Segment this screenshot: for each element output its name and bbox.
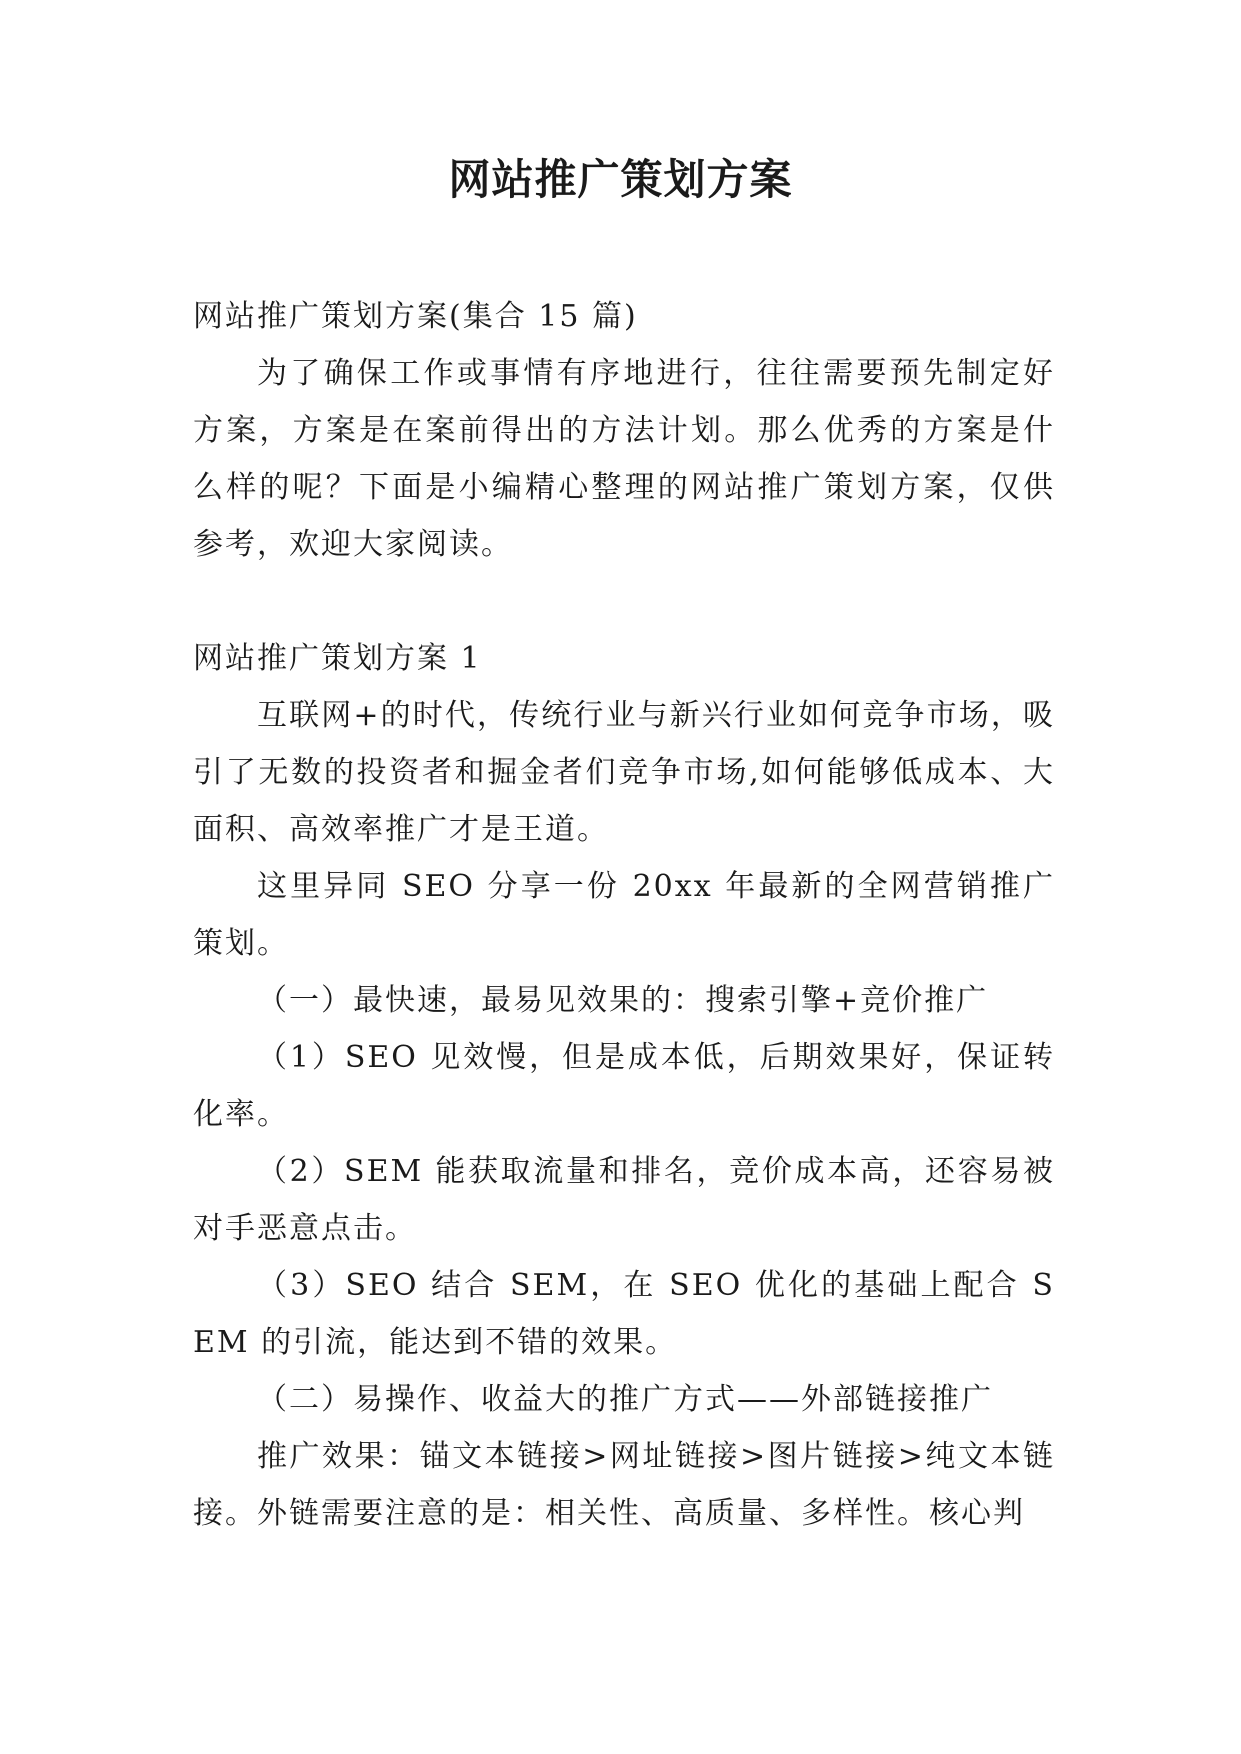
body-paragraph: 互联网+的时代，传统行业与新兴行业如何竞争市场，吸引了无数的投资者和掘金者们竞争市场,如何能够低成本、大面积、高效率推广才是王道。	[193, 698, 1055, 847]
document-body	[193, 288, 1055, 1542]
section-heading: 网站推广策划方案 1	[193, 641, 482, 676]
body-paragraph: 推广效果：锚文本链接>网址链接>图片链接>纯文本链接。外链需要注意的是：相关性、高质量、多样性。核心判	[193, 1439, 1055, 1531]
document-title: 网站推广策划方案	[448, 155, 793, 204]
collection-subtitle: 网站推广策划方案(集合 15 篇)	[193, 299, 638, 334]
body-paragraph: 这里异同 SEO 分享一份 20xx 年最新的全网营销推广策划。	[193, 869, 1055, 961]
intro-paragraph: 为了确保工作或事情有序地进行，往往需要预先制定好方案，方案是在案前得出的方法计划。那么优秀的方案是什么样的呢？下面是小编精心整理的网站推广策划方案，仅供参考，欢迎大家阅读。	[193, 356, 1055, 562]
subheading-external-links: （二）易操作、收益大的推广方式——外部链接推广	[257, 1382, 993, 1417]
subheading-search-engine: （一）最快速，最易见效果的：搜索引擎+竞价推广	[257, 983, 989, 1018]
list-item-seo: （1）SEO 见效慢，但是成本低，后期效果好，保证转化率。	[193, 1040, 1055, 1132]
section-spacer	[193, 573, 1055, 630]
list-item-seo-sem: （3）SEO 结合 SEM，在 SEO 优化的基础上配合 SEM 的引流，能达到不错的效果。	[193, 1268, 1055, 1360]
list-item-sem: （2）SEM 能获取流量和排名，竞价成本高，还容易被对手恶意点击。	[193, 1154, 1055, 1246]
